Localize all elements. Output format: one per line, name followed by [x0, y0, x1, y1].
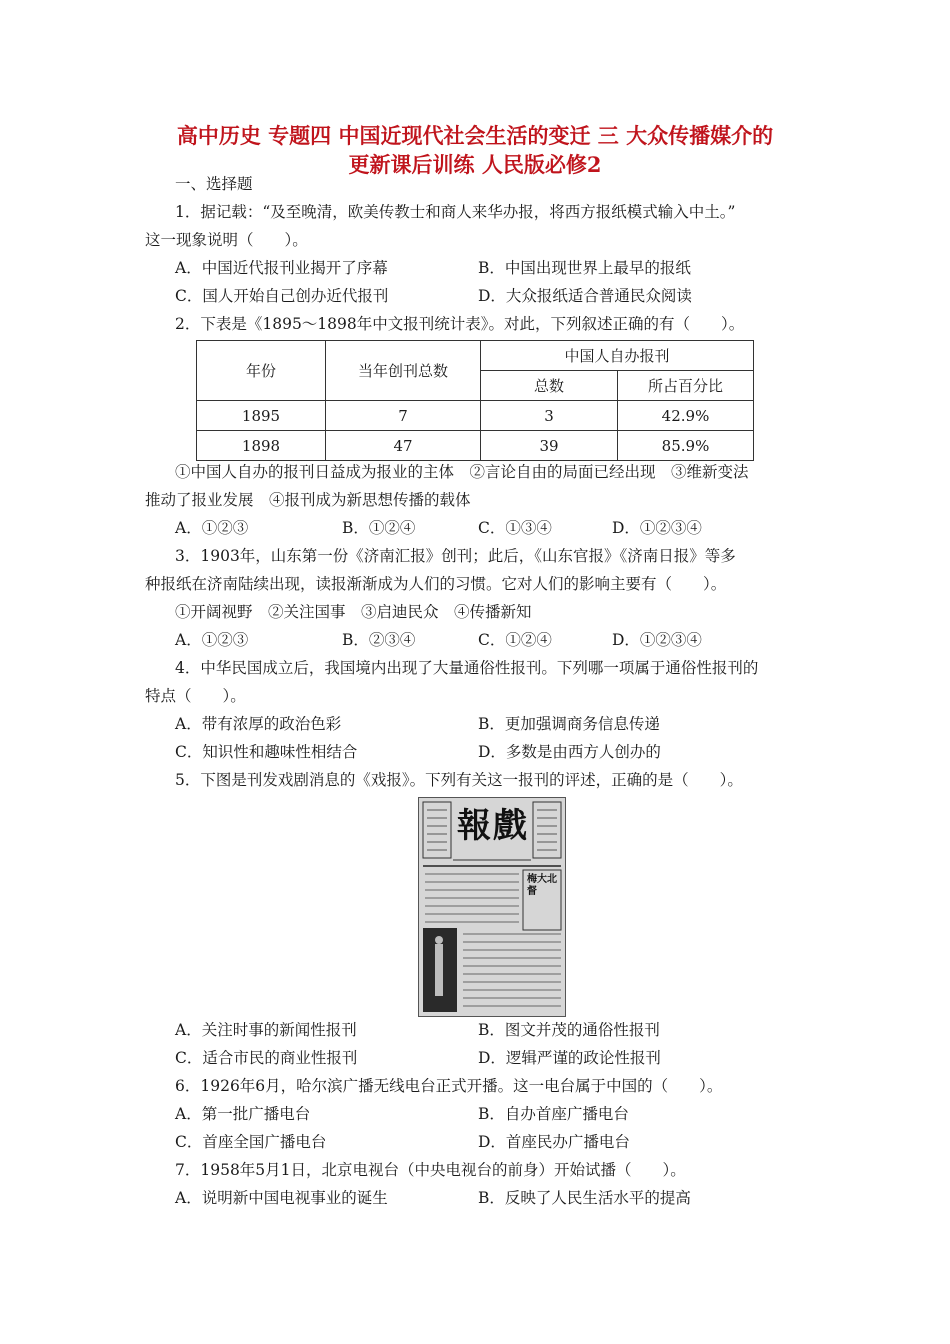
q5-option-b: B．图文并茂的通俗性报刊 [478, 1021, 660, 1039]
table-cell-pct: 42.9% [618, 401, 754, 431]
q6-option-b: B．自办首座广播电台 [478, 1105, 629, 1123]
table-cell-total: 47 [326, 431, 481, 461]
q1-option-d: D．大众报纸适合普通民众阅读 [478, 287, 692, 305]
q4-option-a: A．带有浓厚的政治色彩 [175, 715, 342, 733]
table-row [197, 401, 754, 431]
q1-stem-line2: 这一现象说明（ ）。 [145, 231, 308, 249]
newspaper-headline: 梅大北督 [527, 874, 557, 897]
q6-option-a: A．第一批广播电台 [175, 1105, 311, 1123]
q2-option-c: C．①③④ [478, 519, 552, 537]
q4-stem-line1: 4．中华民国成立后，我国境内出现了大量通俗性报刊。下列哪一项属于通俗性报刊的 [175, 659, 759, 677]
q4-option-b: B．更加强调商务信息传递 [478, 715, 660, 733]
q2-items-line1: ①中国人自办的报刊日益成为报业的主体 ②言论自由的局面已经出现 ③维新变法 [175, 463, 749, 481]
q6-stem: 6．1926年6月，哈尔滨广播无线电台正式开播。这一电台属于中国的（ ）。 [175, 1077, 723, 1095]
table-header-pct: 所占百分比 [618, 371, 754, 401]
q2-items-line2: 推动了报业发展 ④报刊成为新思想传播的载体 [145, 491, 471, 509]
q4-stem-line2: 特点（ ）。 [145, 687, 246, 705]
table-header-count: 总数 [481, 371, 618, 401]
q4-option-c: C．知识性和趣味性相结合 [175, 743, 358, 761]
table-cell-count: 3 [481, 401, 618, 431]
table-cell-year: 1895 [197, 401, 326, 431]
q6-option-d: D．首座民办广播电台 [478, 1133, 630, 1151]
q6-option-c: C．首座全国广播电台 [175, 1133, 327, 1151]
table-header-group: 中国人自办报刊 [481, 341, 754, 371]
document-title-line1: 高中历史 专题四 中国近现代社会生活的变迁 三 大众传播媒介的 [176, 123, 774, 148]
q5-option-c: C．适合市民的商业性报刊 [175, 1049, 358, 1067]
q2-option-b: B．①②④ [342, 519, 416, 537]
q5-option-a: A．关注时事的新闻性报刊 [175, 1021, 357, 1039]
newspaper-masthead: 報戲 [457, 806, 529, 846]
q3-stem-line1: 3．1903年，山东第一份《济南汇报》创刊；此后，《山东官报》《济南日报》等多 [175, 547, 736, 565]
table-header-total: 当年创刊总数 [326, 341, 481, 401]
q3-option-d: D．①②③④ [612, 631, 702, 649]
q3-stem-line2: 种报纸在济南陆续出现，读报渐渐成为人们的习惯。它对人们的影响主要有（ ）。 [145, 575, 727, 593]
newspaper-image [418, 797, 566, 1017]
q7-option-a: A．说明新中国电视事业的诞生 [175, 1189, 388, 1207]
table-cell-count: 39 [481, 431, 618, 461]
table-cell-year: 1898 [197, 431, 326, 461]
table-row [197, 431, 754, 461]
table-cell-total: 7 [326, 401, 481, 431]
q2-stem: 2．下表是《1895～1898年中文报刊统计表》。对此，下列叙述正确的有（ ）。 [175, 315, 745, 333]
table-cell-pct: 85.9% [618, 431, 754, 461]
stats-table [196, 340, 754, 461]
q3-option-a: A．①②③ [175, 631, 249, 649]
table-header-year: 年份 [197, 341, 326, 401]
q1-option-b: B．中国出现世界上最早的报纸 [478, 259, 691, 277]
q1-option-c: C．国人开始自己创办近代报刊 [175, 287, 389, 305]
q3-items: ①开阔视野 ②关注国事 ③启迪民众 ④传播新知 [175, 603, 532, 621]
q5-stem: 5．下图是刊发戏剧消息的《戏报》。下列有关这一报刊的评述，正确的是（ ）。 [175, 771, 743, 789]
document-title-line2: 更新课后训练 人民版必修2 [348, 152, 602, 177]
q1-option-a: A．中国近代报刊业揭开了序幕 [175, 259, 388, 277]
q2-option-d: D．①②③④ [612, 519, 702, 537]
q1-stem-line1: 1．据记载：“及至晚清，欧美传教士和商人来华办报，将西方报纸模式输入中土。” [175, 203, 736, 221]
q7-option-b: B．反映了人民生活水平的提高 [478, 1189, 691, 1207]
q2-option-a: A．①②③ [175, 519, 249, 537]
q7-stem: 7．1958年5月1日，北京电视台（中央电视台的前身）开始试播（ ）。 [175, 1161, 686, 1179]
section-heading: 一、选择题 [175, 175, 253, 193]
q3-option-c: C．①②④ [478, 631, 552, 649]
q4-option-d: D．多数是由西方人创办的 [478, 743, 661, 761]
q3-option-b: B．②③④ [342, 631, 416, 649]
q5-option-d: D．逻辑严谨的政论性报刊 [478, 1049, 661, 1067]
